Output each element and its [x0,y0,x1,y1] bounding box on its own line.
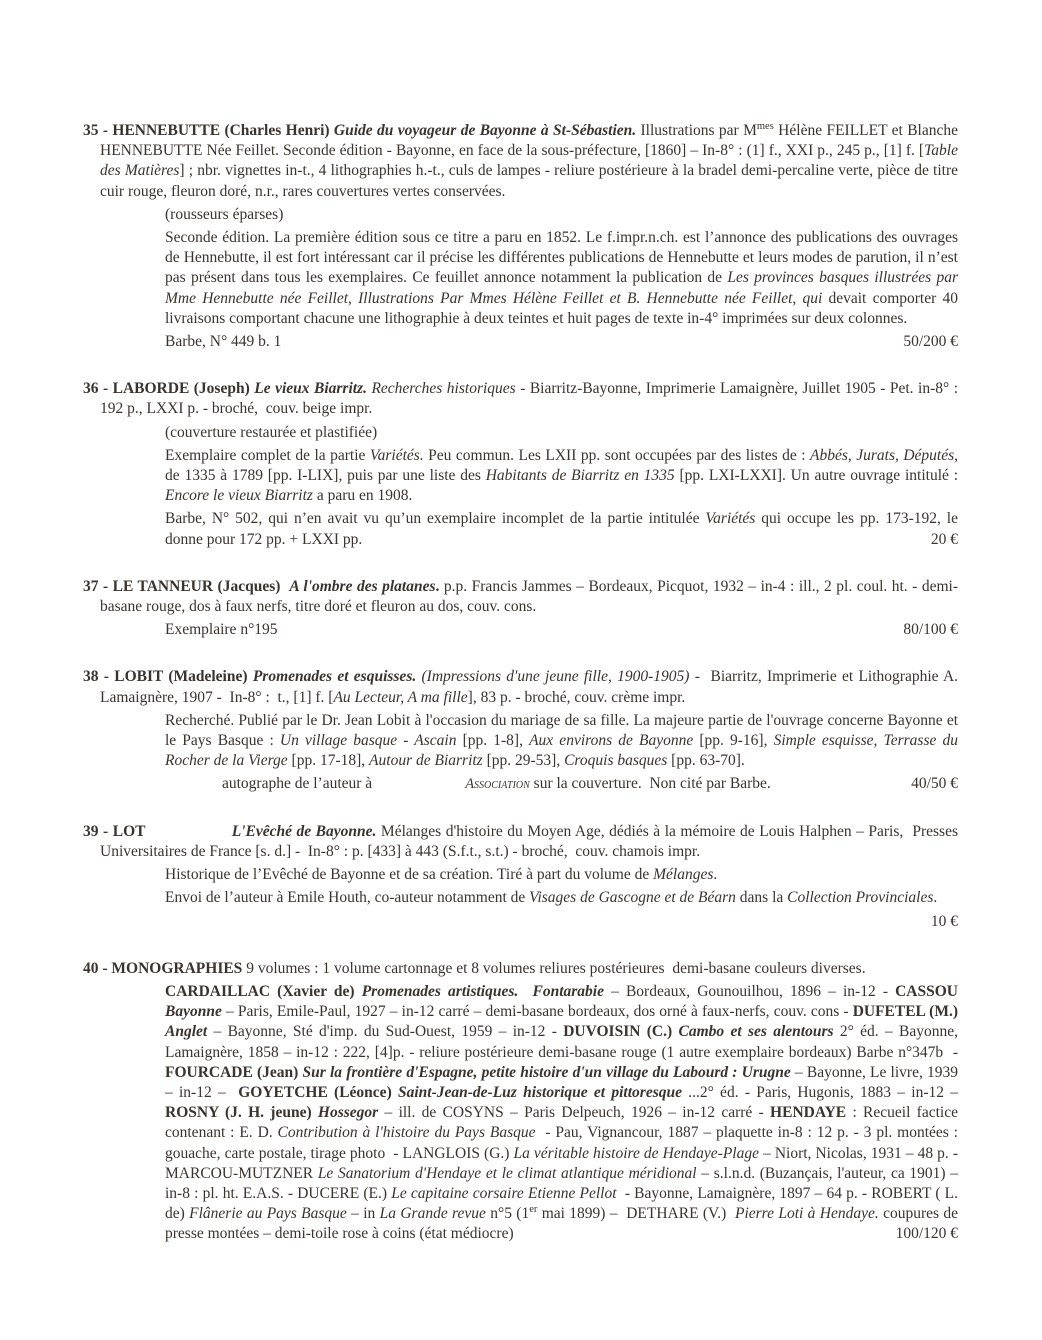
text-segment: Mélanges [653,866,714,884]
text-segment: Autour de Biarritz [369,752,483,770]
text-segment: - Biarritz-Bayonne, Imprimerie Lamaignère, Juillet 1905 - Pet. in-8° : 192 p., LXXI p. - broché, couv. beige impr. [100,380,959,418]
text-segment: Biarritz, Imprimerie et Lithographie A. Lamaignère, 1907 - In-8° : t., [1] f. [ [100,668,959,706]
text-segment: Association [465,776,530,793]
entry-heading [83,121,958,202]
text-segment: [pp. 29-53], [482,752,565,770]
price-estimate: 50/200 € [903,333,958,351]
catalog-entry-40 [83,959,958,1245]
text-segment: (Impressions d'une jeune fille, 1900-1905) - [416,668,700,686]
text-segment: : Recueil factice contenant : E. D. [165,1104,958,1142]
text-segment: Seconde édition. La première édition sous ce titre a paru en 1852. Le f.impr.n.ch. est l’annonce des publications des ouvrages de Hennebutte, il est fort intéressant car il précise les différentes publications de Hennebutte et leurs modes de parution, il n’est pas présent dans tous les exemplaires. Ce feuillet annonce notamment la publication de [165,229,958,287]
text-segment: La véritable histoire de Hendaye-Plage [513,1144,759,1162]
text-segment: devait comporter 40 livraisons comportant chacune une lithographie à deux teintes et huit pages de texte in-4° imprimées sur deux colonnes. [165,289,958,327]
price-estimate: 40/50 € [911,775,958,793]
text-segment: Visages de Gascogne et de Béarn [529,889,736,907]
catalog-entry-37 [83,577,958,641]
text-segment: mai 1899) – DETHARE (V.) [537,1205,735,1223]
text-segment: sur la couverture. Non cité par Barbe. [529,775,771,793]
text-segment: Exemplaire complet de la partie [165,446,370,464]
text-segment: 2° éd. – Bayonne, Lamaignère, 1858 – in-12 : 222, [4]p. - reliure postérieure demi-basane rouge (1 autre exemplaire bordeaux) Barbe n°347b - [165,1023,958,1061]
text-segment: – in [346,1205,380,1223]
catalog-entry-38 [83,667,958,794]
text-segment: Illustrations par M [636,122,757,139]
text-segment: – s.l.n.d. (Buzançais, l'auteur, ca 1901) – in-8 : pl. ht. E.A.S. - DUCERE (E.) [165,1164,958,1202]
text-segment: ROSNY (J. H. jeune) [165,1104,318,1122]
text-segment: . [713,866,718,884]
text-segment: Envoi de l’auteur à Emile Houth, co-auteur notamment de [165,889,530,907]
text-segment: mes [756,120,774,132]
text-segment: Peu commun. Les LXII pp. sont occupées par des listes de : [423,446,810,464]
entry-note [165,982,958,1245]
text-segment: [pp. LXI-LXXI]. Un autre ouvrage intitulé : [674,467,959,485]
text-segment: , de 1335 à 1789 [pp. I-LIX], puis par une liste des [165,446,959,485]
text-segment: Contribution à l'histoire du Pays Basque [277,1124,536,1142]
text-segment: CARDAILLAC (Xavier de) [165,982,362,1000]
text-segment: 36 - LABORDE (Joseph) [83,380,255,398]
entry-note [165,423,958,443]
text-segment: Flânerie au Pays Basque [189,1205,347,1223]
text-segment: Promenades et esquisses. [252,668,417,686]
text-segment: Recherches historiques [366,380,516,398]
entry-note [165,228,958,329]
entry-note [165,446,958,507]
text-segment: - Bayonne, Lamaignère, 1897 – 64 p. - ROBERT ( L. de) [165,1184,959,1223]
text-segment: Le Sanatorium d'Hendaye et le climat atlantique méridional [317,1164,697,1182]
text-segment: Barbe, N° 502, qui n’en avait vu qu’un exemplaire incomplet de la partie intitulée [165,510,706,528]
price-estimate: 20 € [930,530,958,548]
text-segment: 35 - HENNEBUTTE (Charles Henri) [83,122,334,139]
text-segment: Sur la frontière d'Espagne, petite histoire d'un village du Labourd : Urugne [302,1063,791,1081]
text-segment: a paru en 1908. [312,487,413,505]
text-segment: Mélanges d'histoire du Moyen Age, dédiés à la mémoire de Louis Halphen – Paris, Presses Universitaires de France [s. d.] - In-8° : p. [433] à 443 (S.f.t., s.t.) - broché, couv. chamois impr. [100,822,958,860]
text-segment: Table des Matières [100,142,958,180]
text-segment: – Paris, Emile-Paul, 1927 – in-12 carré – demi-basane bordeaux, dos orné à faux-nerfs, couv. cons - [221,1003,853,1021]
text-segment: dans la [735,889,788,907]
entry-note [165,509,958,549]
text-segment: [pp. 9-16], [693,732,774,750]
text-segment: A l'ombre des platanes [289,577,436,595]
text-segment: autographe de l’auteur à [222,775,466,793]
price-estimate: 100/120 € [895,1225,958,1243]
text-segment: Le vieux Biarritz. [254,380,367,398]
entry-note [222,774,958,794]
text-segment: (rousseurs éparses) [165,205,284,223]
text-segment: DUVOISIN (C.) [563,1023,679,1041]
catalog-entry-35 [83,121,958,352]
text-segment: FOURCADE (Jean) [165,1063,303,1081]
text-segment: er [529,1203,538,1215]
text-segment: 38 - LOBIT (Madeleine) [83,668,253,686]
price-line [83,912,958,932]
text-segment: Variétés [705,510,756,528]
text-segment: – Bayonne, Sté d'imp. du Sud-Ouest, 1959 – in-12 - [207,1023,564,1041]
text-segment: Recherché. Publié par le Dr. Jean Lobit à l'occasion du mariage de sa fille. La majeure partie de l'ouvrage concerne Bayonne et le Pays Basque : [165,711,958,750]
catalog-entry-39 [83,822,958,932]
text-segment: Encore le vieux Biarritz [165,487,313,505]
text-segment: Bayonne [165,1003,222,1021]
text-segment: Historique de l’Evêché de Bayonne et de sa création. Tiré à part du volume de [165,866,654,884]
catalog-entry-36 [83,379,958,550]
text-segment: Saint-Jean-de-Luz historique et pittoresque [397,1083,682,1101]
text-segment: Variétés. [369,446,424,464]
text-segment: Anglet [165,1023,208,1041]
text-segment: p.p. Francis Jammes – Bordeaux, Picquot, 1932 – in-4 : ill., 2 pl. coul. ht. - demi-basane rouge, dos à faux nerfs, titre doré et fleuron au dos, couv. cons. [100,577,958,616]
text-segment: [pp. 17-18], [287,752,370,770]
text-segment: . [435,577,440,595]
text-segment: DUFETEL (M.) [852,1003,959,1021]
text-segment: ...2° éd. - Paris, Hugonis, 1883 – in-12 – [681,1083,958,1101]
text-segment: Cambo et ses alentours [678,1023,834,1041]
text-segment: – Bayonne, Le livre, 1939 – in-12 – [165,1063,959,1101]
text-segment: ] ; nbr. vignettes in-t., 4 lithographies h.-t., culs de lampes - reliure postérieure à la bradel demi-percaline verte, pièce de titre cuir rouge, fleuron doré, n.r., rares couvertures vertes conservées. [100,162,959,200]
text-segment: – ill. de COSYNS – Paris Delpeuch, 1926 – in-12 carré - [378,1104,771,1122]
text-segment: Abbés, Jurats, Députés [810,446,955,464]
text-segment: 39 - LOT [83,822,146,840]
text-segment: – Niort, Nicolas, 1931 – 48 p. - MARCOU-MUTZNER [165,1144,958,1182]
text-segment: 37 - LE TANNEUR (Jacques) [83,577,290,595]
price-estimate: 80/100 € [903,621,958,639]
text-segment: Au Lecteur, A ma fille [333,688,468,706]
entry-heading [83,379,958,419]
entry-note [165,711,958,772]
text-segment: - Pau, Vignancour, 1887 – plaquette in-8 : 12 p. - 3 pl. montées : gouache, carte postale, tirage photo - LANGLOIS (G.) [165,1124,958,1162]
text-segment: Habitants de Biarritz en 1335 [485,467,675,485]
text-segment: 10 € [930,912,958,930]
text-segment: [pp. 63-70]. [667,752,745,770]
entry-heading [83,822,958,862]
text-segment: Exemplaire n°195 [165,621,278,639]
text-segment: Pierre Loti à Hendaye. [734,1205,879,1223]
text-segment: Le capitaine corsaire Etienne Pellot [391,1184,617,1202]
text-segment: Promenades artistiques. Fontarabie [361,982,604,1000]
text-segment: L'Evêché de Bayonne. [231,822,377,840]
entry-note [165,332,958,352]
entry-heading [83,959,958,979]
text-segment: GOYETCHE (Léonce) [238,1083,398,1101]
entry-note [165,865,958,885]
text-segment: Hossegor [317,1104,379,1122]
text-segment [145,823,231,840]
text-segment: Hélène FEILLET et Blanche HENNEBUTTE Née Feillet. Seconde édition - Bayonne, en face de la sous-préfecture, [1860] – In-8° : (1] f., XXI p., 245 p., [1] f. [ [100,122,958,160]
text-segment: [pp. 1-8], [456,732,530,750]
text-segment: Croquis basques [564,752,668,770]
catalog-entries [83,121,958,1245]
text-segment: HENDAYE [770,1104,847,1122]
entry-note [165,205,958,225]
text-segment: La Grande revue [379,1205,486,1223]
text-segment: coupures de presse montées – demi-toile rose à coins (état médiocre) [165,1205,958,1243]
text-segment: . [933,889,938,907]
text-segment: n°5 (1 [485,1205,530,1223]
text-segment: Les provinces basques illustrées par Mme Hennebutte née Feillet, Illustrations Par Mmes Hélène Feillet et B. Hennebutte née Feillet, qui [165,269,958,307]
text-segment: Simple esquisse, Terrasse du Rocher de la Vierge [165,732,958,770]
text-segment: Un village basque - Ascain [279,732,457,750]
text-segment: 40 - MONOGRAPHIES [83,959,247,977]
entry-note [165,620,958,640]
entry-note [165,888,958,908]
text-segment: qui occupe les pp. 173-192, le donne pour 172 pp. + LXXI pp. [165,510,958,548]
text-segment: ], 83 p. - broché, couv. crème impr. [467,688,686,706]
text-segment: Collection Provinciales [787,889,934,907]
text-segment: – Bordeaux, Gounouilhou, 1896 – in-12 - [603,982,896,1000]
entry-heading [83,577,958,617]
text-segment: CASSOU [895,982,958,1000]
text-segment: Aux environs de Bayonne [529,732,694,750]
text-segment: (couverture restaurée et plastifiée) [165,423,378,441]
text-segment: 9 volumes : 1 volume cartonnage et 8 volumes reliures postérieures demi-basane couleurs diverses. [246,959,866,977]
text-segment: Guide du voyageur de Bayonne à St-Sébastien. [333,122,637,139]
text-segment: Barbe, N° 449 b. 1 [165,333,282,351]
entry-heading [83,667,958,707]
